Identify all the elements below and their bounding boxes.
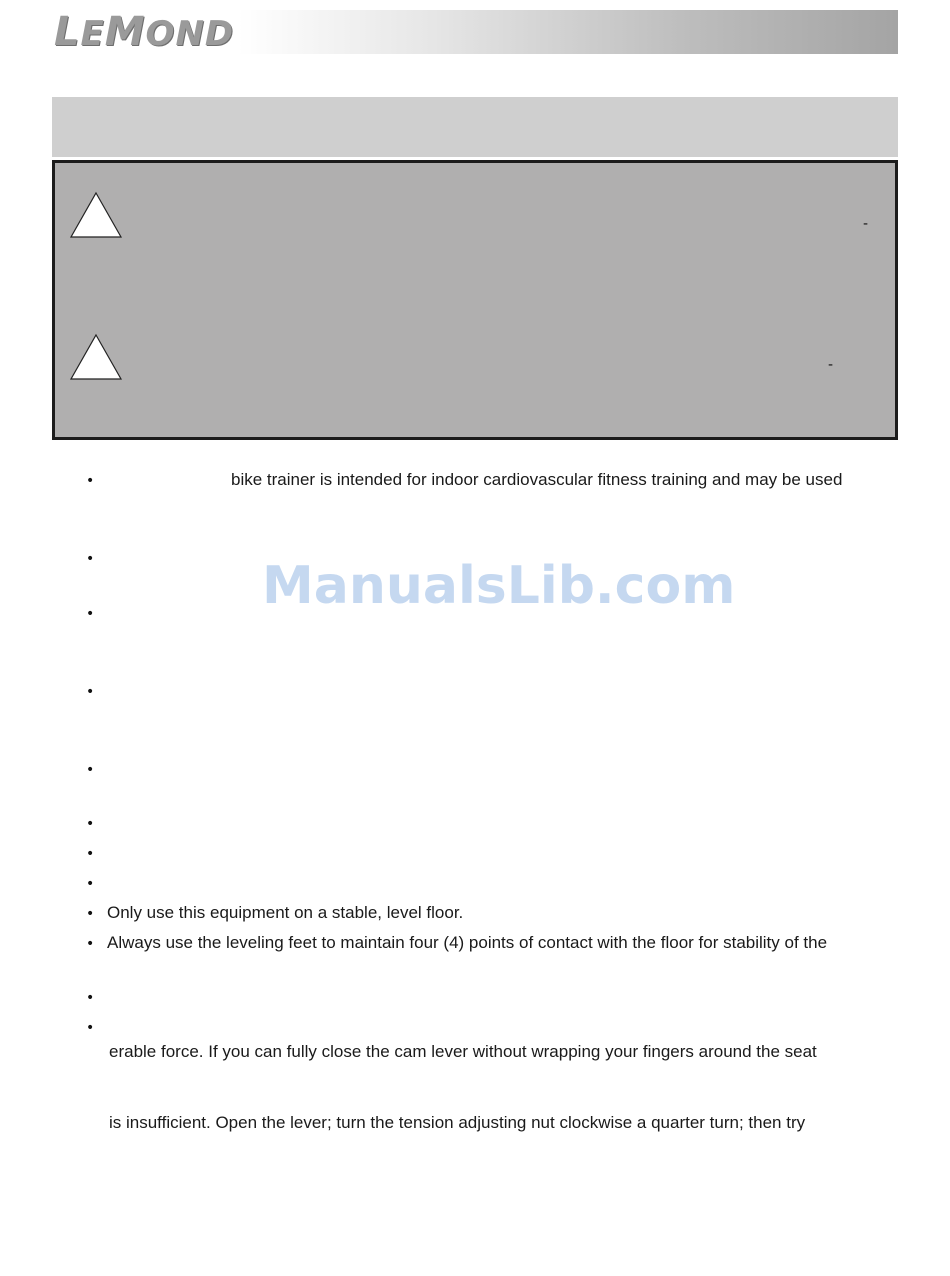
section-title-band	[52, 97, 898, 157]
watermark: ManualsLib.com	[262, 556, 736, 616]
bullet: •	[86, 846, 95, 862]
warning-box	[52, 160, 898, 440]
bullet: •	[86, 876, 95, 892]
body-text-line: is insufficient. Open the lever; turn the tension adjusting nut clockwise a quarter turn; then try	[109, 1113, 806, 1132]
bullet: •	[86, 1020, 95, 1036]
bullet: •	[86, 906, 95, 922]
bullet: •	[86, 473, 95, 489]
bullet: •	[86, 684, 95, 700]
bullet: •	[86, 816, 95, 832]
warning-triangle-icon	[69, 191, 123, 239]
bullet: •	[86, 990, 95, 1006]
warning-triangle-icon	[69, 333, 123, 381]
warning-dash-2: -	[828, 357, 834, 373]
bullet: •	[86, 762, 95, 778]
bullet: •	[86, 551, 95, 567]
brand-logo: LEMOND	[54, 9, 235, 55]
bullet: •	[86, 606, 95, 622]
warning-dash-1: -	[863, 216, 869, 232]
body-text-line: bike trainer is intended for indoor cardiovascular fitness training and may be used	[231, 470, 843, 489]
body-text-line: erable force. If you can fully close the cam lever without wrapping your fingers around the seat	[109, 1042, 817, 1061]
body-text-line: Always use the leveling feet to maintain four (4) points of contact with the floor for stability of the	[107, 933, 828, 952]
bullet: •	[86, 936, 95, 952]
body-text-line: Only use this equipment on a stable, level floor.	[107, 903, 464, 922]
